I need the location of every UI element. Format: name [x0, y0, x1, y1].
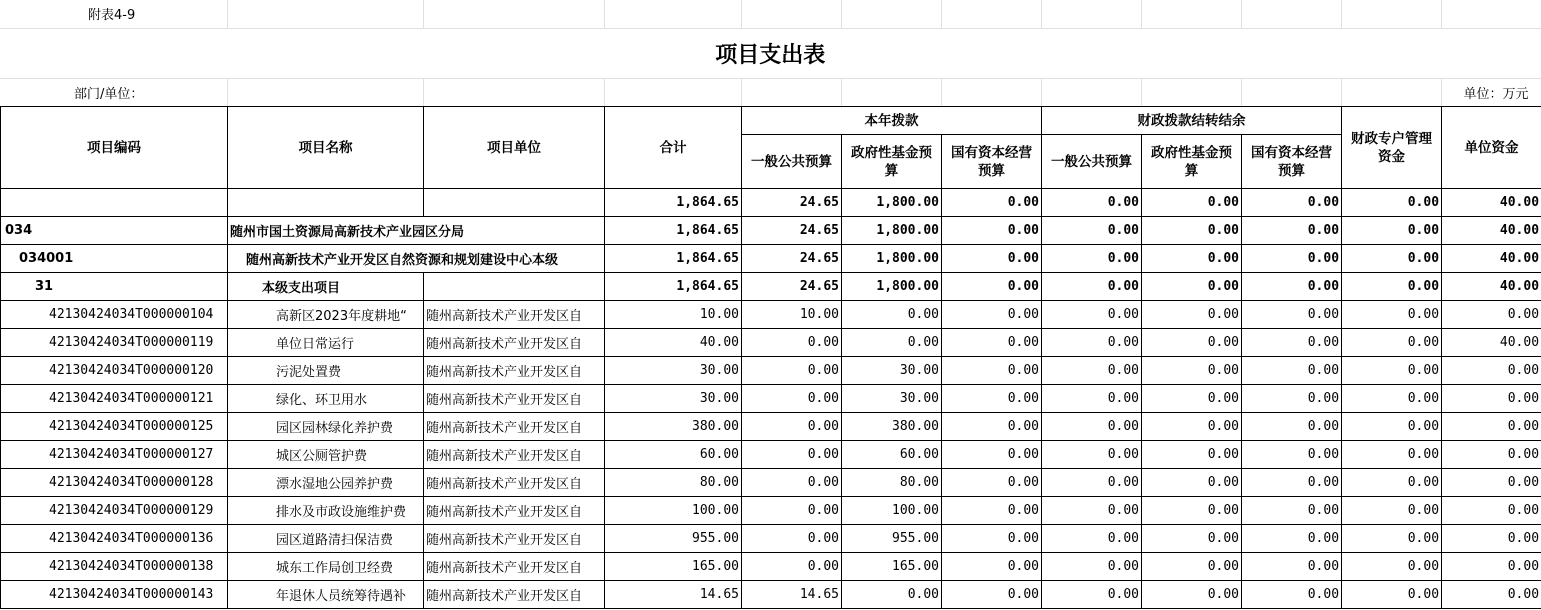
cell-co-fund: 0.00 — [1142, 553, 1242, 581]
cell-cur-general: 0.00 — [742, 525, 842, 553]
cell-co-general: 0.00 — [1042, 357, 1142, 385]
cell-co-general: 0.00 — [1042, 525, 1142, 553]
cell-total: 1,864.65 — [605, 245, 742, 273]
cell-cur-general: 0.00 — [742, 385, 842, 413]
cell-co-fund: 0.00 — [1142, 413, 1242, 441]
table-row — [1, 469, 1541, 497]
cell-co-fund: 0.00 — [1142, 497, 1242, 525]
cell-co-state: 0.00 — [1242, 385, 1342, 413]
cell-cur-state: 0.00 — [942, 245, 1042, 273]
header-special: 财政专户管理资金 — [1342, 107, 1442, 189]
cell-own-funds: 40.00 — [1442, 217, 1541, 245]
table-row — [1, 217, 1541, 245]
cell-own-funds: 0.00 — [1442, 413, 1541, 441]
cell-name: 漂水湿地公园养护费 — [228, 469, 424, 497]
table-row — [1, 245, 1541, 273]
cell-co-general: 0.00 — [1042, 245, 1142, 273]
cell-special: 0.00 — [1342, 245, 1442, 273]
cell-own-funds: 0.00 — [1442, 525, 1541, 553]
cell-own-funds: 40.00 — [1442, 329, 1541, 357]
cell-co-state: 0.00 — [1242, 189, 1342, 217]
cell-cur-general: 24.65 — [742, 273, 842, 301]
cell-unit: 随州高新技术产业开发区自 — [424, 469, 605, 497]
cell-own-funds: 0.00 — [1442, 357, 1541, 385]
cell-co-general: 0.00 — [1042, 497, 1142, 525]
header-co-general: 一般公共预算 — [1042, 135, 1142, 189]
header-cur-fund: 政府性基金预算 — [842, 135, 942, 189]
header-cur-state: 国有资本经营预算 — [942, 135, 1042, 189]
cell-total: 40.00 — [605, 329, 742, 357]
table-row — [1, 553, 1541, 581]
cell-co-fund: 0.00 — [1142, 469, 1242, 497]
cell-code: 42130424034T000000119 — [1, 329, 228, 357]
cell-code: 034001 — [1, 245, 228, 273]
cell-code: 42130424034T000000120 — [1, 357, 228, 385]
cell-cur-state: 0.00 — [942, 441, 1042, 469]
header-co-state: 国有资本经营预算 — [1242, 135, 1342, 189]
cell-unit: 随州高新技术产业开发区自 — [424, 553, 605, 581]
cell-cur-state: 0.00 — [942, 189, 1042, 217]
cell-code: 42130424034T000000125 — [1, 413, 228, 441]
cell-co-state: 0.00 — [1242, 273, 1342, 301]
cell-cur-state: 0.00 — [942, 385, 1042, 413]
cell-code: 42130424034T000000127 — [1, 441, 228, 469]
cell-co-state: 0.00 — [1242, 441, 1342, 469]
cell-cur-state: 0.00 — [942, 497, 1042, 525]
cell-cur-general: 0.00 — [742, 469, 842, 497]
cell-special: 0.00 — [1342, 581, 1442, 609]
cell-cur-fund: 380.00 — [842, 413, 942, 441]
cell-co-state: 0.00 — [1242, 553, 1342, 581]
cell-cur-state: 0.00 — [942, 553, 1042, 581]
cell-name: 年退休人员统筹待遇补 — [228, 581, 424, 609]
cell-special: 0.00 — [1342, 525, 1442, 553]
cell-own-funds: 0.00 — [1442, 441, 1541, 469]
cell-co-general: 0.00 — [1042, 581, 1142, 609]
cell-unit: 随州高新技术产业开发区自 — [424, 581, 605, 609]
cell-cur-general: 24.65 — [742, 245, 842, 273]
cell-unit: 随州高新技术产业开发区自 — [424, 525, 605, 553]
cell-special: 0.00 — [1342, 189, 1442, 217]
table-row — [1, 525, 1541, 553]
cell-cur-fund: 100.00 — [842, 497, 942, 525]
sheet-top — [0, 0, 1541, 107]
cell-co-fund: 0.00 — [1142, 441, 1242, 469]
cell-code: 42130424034T000000138 — [1, 553, 228, 581]
cell-total: 165.00 — [605, 553, 742, 581]
project-rows — [1, 301, 1541, 609]
cell-special: 0.00 — [1342, 217, 1442, 245]
cell-total: 100.00 — [605, 497, 742, 525]
header-code: 项目编码 — [1, 107, 228, 189]
table-row — [1, 413, 1541, 441]
cell-co-general: 0.00 — [1042, 301, 1142, 329]
cell-name: 污泥处置费 — [228, 357, 424, 385]
cell-co-fund: 0.00 — [1142, 189, 1242, 217]
cell-cur-fund: 1,800.00 — [842, 273, 942, 301]
cell-co-general: 0.00 — [1042, 273, 1142, 301]
cell-cur-fund: 0.00 — [842, 581, 942, 609]
cell-name: 园区园林绿化养护费 — [228, 413, 424, 441]
cell-unit: 随州高新技术产业开发区自 — [424, 385, 605, 413]
cell-unit: 随州高新技术产业开发区自 — [424, 497, 605, 525]
cell-name: 高新区2023年度耕地“ — [228, 301, 424, 329]
table-row — [1, 301, 1541, 329]
cell-cur-general: 0.00 — [742, 357, 842, 385]
cell-co-fund: 0.00 — [1142, 329, 1242, 357]
cell-total: 1,864.65 — [605, 273, 742, 301]
cell-co-fund: 0.00 — [1142, 245, 1242, 273]
cell-total: 80.00 — [605, 469, 742, 497]
cell-co-state: 0.00 — [1242, 357, 1342, 385]
header-own-funds: 单位资金 — [1442, 107, 1541, 189]
cell-cur-state: 0.00 — [942, 273, 1042, 301]
header-group-current: 本年拨款 — [742, 107, 1042, 135]
cell-unit: 随州高新技术产业开发区自 — [424, 413, 605, 441]
cell-special: 0.00 — [1342, 385, 1442, 413]
cell-cur-general: 0.00 — [742, 441, 842, 469]
cell-total: 1,864.65 — [605, 217, 742, 245]
cell-special: 0.00 — [1342, 497, 1442, 525]
cell-co-state: 0.00 — [1242, 217, 1342, 245]
cell-cur-general: 14.65 — [742, 581, 842, 609]
cell-co-state: 0.00 — [1242, 301, 1342, 329]
cell-own-funds: 0.00 — [1442, 301, 1541, 329]
cell-cur-fund: 955.00 — [842, 525, 942, 553]
cell-total: 380.00 — [605, 413, 742, 441]
cell-cur-state: 0.00 — [942, 413, 1042, 441]
cell-total: 14.65 — [605, 581, 742, 609]
cell-co-fund: 0.00 — [1142, 217, 1242, 245]
cell-cur-fund: 30.00 — [842, 357, 942, 385]
total-row — [1, 189, 1541, 217]
table-row — [1, 357, 1541, 385]
cell-special: 0.00 — [1342, 329, 1442, 357]
cell-co-general: 0.00 — [1042, 385, 1142, 413]
cell-own-funds: 40.00 — [1442, 189, 1541, 217]
cell-co-general: 0.00 — [1042, 469, 1142, 497]
cell-unit: 随州高新技术产业开发区自 — [424, 301, 605, 329]
cell-cur-general: 0.00 — [742, 553, 842, 581]
cell-cur-fund: 0.00 — [842, 329, 942, 357]
cell-special: 0.00 — [1342, 301, 1442, 329]
cell-own-funds: 0.00 — [1442, 581, 1541, 609]
unit-label: 单位：万元 — [1441, 78, 1541, 106]
cell-own-funds: 40.00 — [1442, 245, 1541, 273]
cell-own-funds: 0.00 — [1442, 385, 1541, 413]
cell-code: 42130424034T000000136 — [1, 525, 228, 553]
cell-cur-state: 0.00 — [942, 301, 1042, 329]
cell-special: 0.00 — [1342, 273, 1442, 301]
cell-total: 60.00 — [605, 441, 742, 469]
table-row — [1, 497, 1541, 525]
table-row — [1, 385, 1541, 413]
cell-co-general: 0.00 — [1042, 189, 1142, 217]
cell-name: 随州高新技术产业开发区自然资源和规划建设中心本级 — [228, 245, 605, 273]
cell-cur-fund: 80.00 — [842, 469, 942, 497]
cell-own-funds: 40.00 — [1442, 273, 1541, 301]
cell-cur-general: 0.00 — [742, 497, 842, 525]
cell-code: 42130424034T000000143 — [1, 581, 228, 609]
cell-co-state: 0.00 — [1242, 525, 1342, 553]
table-row — [1, 581, 1541, 609]
cell-name: 城东工作局创卫经费 — [228, 553, 424, 581]
project-expenditure-table — [0, 106, 1541, 609]
cell-own-funds: 0.00 — [1442, 469, 1541, 497]
cell-cur-general: 10.00 — [742, 301, 842, 329]
cell-code: 42130424034T000000104 — [1, 301, 228, 329]
cell-co-state: 0.00 — [1242, 469, 1342, 497]
cell-name: 城区公厕管护费 — [228, 441, 424, 469]
cell-unit: 随州高新技术产业开发区自 — [424, 357, 605, 385]
cell-special: 0.00 — [1342, 553, 1442, 581]
cell-co-fund: 0.00 — [1142, 357, 1242, 385]
cell-total: 30.00 — [605, 385, 742, 413]
cell-cur-fund: 1,800.00 — [842, 189, 942, 217]
cell-cur-state: 0.00 — [942, 581, 1042, 609]
cell-unit: 随州高新技术产业开发区自 — [424, 329, 605, 357]
cell-code: 42130424034T000000121 — [1, 385, 228, 413]
cell-total: 10.00 — [605, 301, 742, 329]
cell-co-state: 0.00 — [1242, 413, 1342, 441]
cell-cur-fund: 165.00 — [842, 553, 942, 581]
cell-unit: 随州高新技术产业开发区自 — [424, 441, 605, 469]
table-row — [1, 329, 1541, 357]
cell-special: 0.00 — [1342, 469, 1442, 497]
header-co-fund: 政府性基金预算 — [1142, 135, 1242, 189]
cell-co-general: 0.00 — [1042, 441, 1142, 469]
cell-cur-fund: 0.00 — [842, 301, 942, 329]
cell-co-fund: 0.00 — [1142, 273, 1242, 301]
page-title: 项目支出表 — [0, 28, 1541, 78]
cell-co-state: 0.00 — [1242, 329, 1342, 357]
cell-cur-state: 0.00 — [942, 217, 1042, 245]
cell-total: 30.00 — [605, 357, 742, 385]
header-total: 合计 — [605, 107, 742, 189]
cell-cur-state: 0.00 — [942, 525, 1042, 553]
cell-cur-state: 0.00 — [942, 469, 1042, 497]
cell-name: 本级支出项目 — [228, 273, 424, 301]
cell-own-funds: 0.00 — [1442, 553, 1541, 581]
cell-name: 随州市国土资源局高新技术产业园区分局 — [228, 217, 605, 245]
cell-code: 034 — [1, 217, 228, 245]
cell-cur-general: 0.00 — [742, 413, 842, 441]
cell-special: 0.00 — [1342, 441, 1442, 469]
cell-cur-fund: 1,800.00 — [842, 217, 942, 245]
cell-cur-general: 0.00 — [742, 329, 842, 357]
cell-co-fund: 0.00 — [1142, 581, 1242, 609]
cell-code: 42130424034T000000128 — [1, 469, 228, 497]
cell-co-fund: 0.00 — [1142, 525, 1242, 553]
cell-unit — [424, 273, 605, 301]
cell-co-general: 0.00 — [1042, 413, 1142, 441]
cell-co-state: 0.00 — [1242, 581, 1342, 609]
cell-own-funds: 0.00 — [1442, 497, 1541, 525]
cell-cur-general: 24.65 — [742, 189, 842, 217]
header-group-carryover: 财政拨款结转结余 — [1042, 107, 1342, 135]
cell-co-fund: 0.00 — [1142, 385, 1242, 413]
appendix-label: 附表4-9 — [0, 0, 227, 28]
cell-co-fund: 0.00 — [1142, 301, 1242, 329]
cell-co-general: 0.00 — [1042, 553, 1142, 581]
cell-total: 955.00 — [605, 525, 742, 553]
cell-cur-fund: 1,800.00 — [842, 245, 942, 273]
cell-cur-state: 0.00 — [942, 357, 1042, 385]
cell-name: 绿化、环卫用水 — [228, 385, 424, 413]
cell-cur-fund: 60.00 — [842, 441, 942, 469]
dept-label: 部门/单位： — [0, 78, 227, 106]
cell-name: 园区道路清扫保洁费 — [228, 525, 424, 553]
cell-co-state: 0.00 — [1242, 245, 1342, 273]
cell-co-general: 0.00 — [1042, 217, 1142, 245]
cell-name: 单位日常运行 — [228, 329, 424, 357]
table-row — [1, 273, 1541, 301]
header-cur-general: 一般公共预算 — [742, 135, 842, 189]
cell-co-state: 0.00 — [1242, 497, 1342, 525]
header-unit: 项目单位 — [424, 107, 605, 189]
cell-special: 0.00 — [1342, 413, 1442, 441]
cell-special: 0.00 — [1342, 357, 1442, 385]
cell-code: 31 — [1, 273, 228, 301]
cell-name: 排水及市政设施维护费 — [228, 497, 424, 525]
cell-cur-fund: 30.00 — [842, 385, 942, 413]
cell-cur-general: 24.65 — [742, 217, 842, 245]
header-name: 项目名称 — [228, 107, 424, 189]
table-row — [1, 441, 1541, 469]
cell-code: 42130424034T000000129 — [1, 497, 228, 525]
cell-co-general: 0.00 — [1042, 329, 1142, 357]
cell-cur-state: 0.00 — [942, 329, 1042, 357]
cell-total: 1,864.65 — [605, 189, 742, 217]
